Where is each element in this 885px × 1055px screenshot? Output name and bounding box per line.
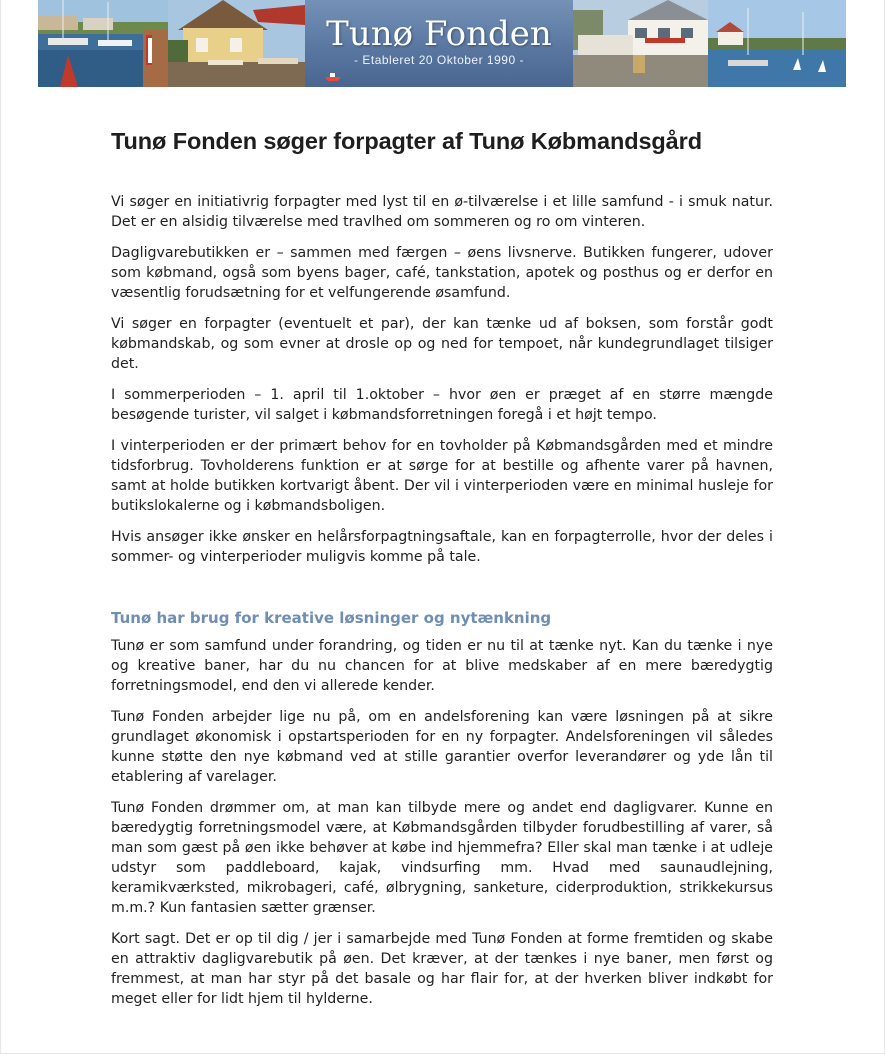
paragraph: Dagligvarebutikken er – sammen med færgen – øens livsnerve. Butikken fungerer, udover som købmand, også som byens bager, café, tankstation, apotek og posthus og er derfor en væsentlig forudsætning for et velfungerende øsamfund. bbox=[111, 245, 773, 301]
paragraph: Hvis ansøger ikke ønsker en helårsforpagtningsaftale, kan en forpagterrolle, hvor der deles i sommer- og vinterperioder muligvis komme på tale. bbox=[111, 529, 773, 565]
site-title: Tunø Fonden bbox=[326, 14, 552, 54]
paragraph: Tunø er som samfund under forandring, og tiden er nu til at tænke nyt. Kan du tænke i nye og kreative baner, har du nu chancen for at blive medskaber af en mere bæredygtig forretningsmodel, end den vi allerede kender. bbox=[111, 638, 773, 694]
header-banner bbox=[38, 0, 846, 87]
page-title: Tunø Fonden søger forpagter af Tunø Købmandsgård bbox=[111, 128, 702, 154]
cafe-photo bbox=[168, 0, 305, 87]
paragraph: Vi søger en forpagter (eventuelt et par), der kan tænke ud af boksen, som forstår godt købmandskab, og som evner at drosle op og ned for tempoet, når kundegrundlaget tilsiger det. bbox=[111, 316, 773, 372]
boat-icon bbox=[325, 72, 341, 82]
marina-photo bbox=[708, 0, 846, 87]
shop-photo bbox=[573, 0, 708, 87]
paragraph: Tunø Fonden arbejder lige nu på, om en andelsforening kan være løsningen på at sikre grundlaget økonomisk i opstartsperioden for en ny forpagter. Andelsforeningen vil således kunne støtte den nye købmand ved at stille garantier overfor leverandører og yde lån til etablering af varelager. bbox=[111, 709, 773, 785]
paragraph: Tunø Fonden drømmer om, at man kan tilbyde mere og andet end dagligvarer. Kunne en bæredygtig forretningsmodel være, at Købmandsgården tilbyder forudbestilling af varer, så man som gæst på øen ikke behøver at købe ind hjemmefra? Eller skal man tænke i at udleje udstyr som paddleboard, kajak, vindsurfing mm. Hvad med saunaudlejning, keramikværksted, mikrobageri, café, ølbrygning, sanketure, ciderproduktion, strikkekursus m.m.? Kun fantasien sætter grænser. bbox=[111, 800, 773, 916]
section-heading: Tunø har brug for kreative løsninger og nytænkning bbox=[111, 609, 552, 627]
harbor-photo bbox=[38, 0, 168, 87]
banner-title-panel bbox=[305, 0, 573, 87]
paragraph: Kort sagt. Det er op til dig / jer i samarbejde med Tunø Fonden at forme fremtiden og skabe en attraktiv dagligvarebutik på øen. Det kræver, at der tænkes i nye baner, men først og fremmest, at man har styr på det basale og har flair for, at der hverken bliver indkøbt for meget eller for lidt hjem til hylderne. bbox=[111, 931, 773, 1007]
paragraph: I vinterperioden er der primært behov for en tovholder på Købmandsgården med et mindre tidsforbrug. Tovholderens funktion er at sørge for at bestille og afhente varer på havnen, samt at holde butikken kortvarigt åbent. Der vil i vinterperioden være en minimal husleje for butikslokalerne og i købmandsboligen. bbox=[111, 438, 773, 514]
site-subtitle: - Etableret 20 Oktober 1990 - bbox=[354, 53, 524, 67]
article bbox=[111, 128, 773, 1020]
paragraph: I sommerperioden – 1. april til 1.oktober – hvor øen er præget af en større mængde besøgende turister, vil salget i købmandsforretningen foregå i et højt tempo. bbox=[111, 387, 773, 423]
paragraph: Vi søger en initiativrig forpagter med lyst til en ø-tilværelse i et lille samfund - i smuk natur. Det er en alsidig tilværelse med travlhed om sommeren og ro om vinteren. bbox=[111, 194, 773, 230]
